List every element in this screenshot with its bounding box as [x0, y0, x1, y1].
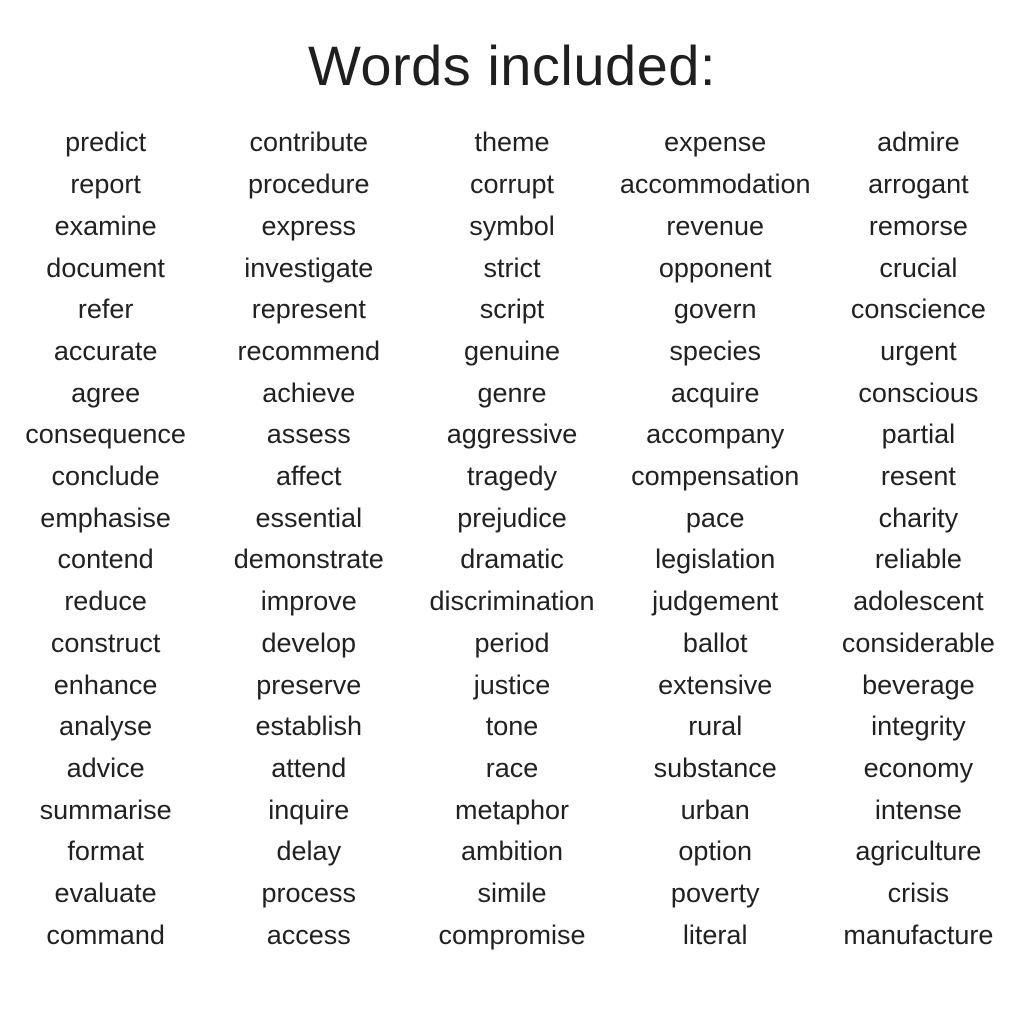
word-column-2: [207, 122, 410, 956]
word-item: considerable: [841, 627, 995, 658]
word-item: dramatic: [460, 544, 564, 575]
word-item: analyse: [59, 711, 153, 742]
word-item: legislation: [655, 544, 776, 575]
word-item: predict: [65, 127, 147, 158]
word-item: procedure: [247, 169, 370, 200]
word-item: simile: [477, 878, 547, 909]
word-item: genuine: [463, 335, 561, 366]
word-item: essential: [255, 502, 363, 533]
word-item: species: [669, 335, 761, 366]
word-item: achieve: [262, 377, 356, 408]
word-item: affect: [276, 461, 342, 492]
word-item: reduce: [64, 586, 147, 617]
word-item: establish: [255, 711, 363, 742]
word-item: urban: [680, 794, 750, 825]
word-item: option: [678, 836, 752, 867]
word-item: assess: [266, 419, 351, 450]
word-item: document: [46, 252, 165, 283]
word-item: emphasise: [40, 502, 171, 533]
word-item: accommodation: [619, 169, 811, 200]
word-item: theme: [474, 127, 550, 158]
word-item: command: [46, 919, 165, 950]
word-item: tragedy: [466, 461, 558, 492]
word-item: beverage: [862, 669, 975, 700]
word-item: partial: [881, 419, 956, 450]
word-item: govern: [673, 294, 757, 325]
word-item: judgement: [652, 586, 779, 617]
word-item: construct: [50, 627, 161, 658]
word-item: period: [474, 627, 550, 658]
word-item: race: [485, 752, 539, 783]
word-item: accurate: [53, 335, 158, 366]
word-item: opponent: [658, 252, 772, 283]
word-item: conscious: [858, 377, 979, 408]
word-item: rural: [688, 711, 743, 742]
word-item: tone: [485, 711, 539, 742]
word-item: aggressive: [446, 419, 578, 450]
word-item: crisis: [887, 878, 950, 909]
word-item: report: [70, 169, 141, 200]
word-item: express: [261, 210, 357, 241]
word-item: reliable: [874, 544, 962, 575]
word-item: inquire: [268, 794, 350, 825]
word-item: refer: [77, 294, 134, 325]
word-item: ballot: [682, 627, 748, 658]
word-item: economy: [863, 752, 974, 783]
word-item: agriculture: [855, 836, 982, 867]
word-item: literal: [682, 919, 748, 950]
word-item: ambition: [460, 836, 564, 867]
word-item: conclude: [51, 461, 160, 492]
word-item: intense: [874, 794, 962, 825]
word-item: conscience: [850, 294, 986, 325]
word-item: urgent: [880, 335, 957, 366]
word-item: process: [261, 878, 357, 909]
word-item: consequence: [25, 419, 186, 450]
word-item: investigate: [244, 252, 374, 283]
word-item: expense: [664, 127, 767, 158]
word-item: compensation: [631, 461, 800, 492]
word-item: develop: [261, 627, 357, 658]
word-column-5: [817, 122, 1020, 956]
word-item: revenue: [666, 210, 764, 241]
word-item: charity: [878, 502, 959, 533]
word-item: manufacture: [843, 919, 994, 950]
word-item: access: [266, 919, 351, 950]
word-item: evaluate: [54, 878, 157, 909]
word-item: contend: [57, 544, 154, 575]
word-item: symbol: [469, 210, 555, 241]
word-item: substance: [653, 752, 777, 783]
word-item: contribute: [249, 127, 369, 158]
word-item: genre: [477, 377, 547, 408]
word-item: strict: [483, 252, 541, 283]
word-item: remorse: [868, 210, 968, 241]
word-item: enhance: [53, 669, 158, 700]
word-item: delay: [276, 836, 342, 867]
word-item: improve: [260, 586, 357, 617]
word-item: metaphor: [454, 794, 570, 825]
word-item: corrupt: [469, 169, 555, 200]
word-item: poverty: [670, 878, 760, 909]
word-grid: [0, 122, 1024, 956]
word-item: resent: [880, 461, 956, 492]
word-item: crucial: [879, 252, 958, 283]
word-item: demonstrate: [233, 544, 384, 575]
word-column-4: [614, 122, 817, 956]
word-item: represent: [251, 294, 366, 325]
word-item: format: [67, 836, 144, 867]
word-item: discrimination: [429, 586, 595, 617]
word-item: acquire: [670, 377, 760, 408]
word-item: integrity: [871, 711, 966, 742]
word-item: prejudice: [457, 502, 567, 533]
word-item: admire: [877, 127, 960, 158]
word-item: preserve: [256, 669, 362, 700]
word-item: accompany: [646, 419, 785, 450]
word-item: recommend: [237, 335, 381, 366]
word-column-1: [4, 122, 207, 956]
word-item: compromise: [438, 919, 586, 950]
word-item: summarise: [39, 794, 172, 825]
word-item: justice: [473, 669, 551, 700]
word-item: pace: [685, 502, 745, 533]
word-column-3: [410, 122, 613, 956]
word-item: adolescent: [853, 586, 984, 617]
word-item: arrogant: [868, 169, 969, 200]
word-item: examine: [54, 210, 157, 241]
word-item: attend: [271, 752, 347, 783]
page-title: Words included:: [307, 34, 716, 97]
word-item: advice: [66, 752, 145, 783]
word-item: agree: [71, 377, 141, 408]
word-item: script: [479, 294, 545, 325]
word-item: extensive: [658, 669, 773, 700]
